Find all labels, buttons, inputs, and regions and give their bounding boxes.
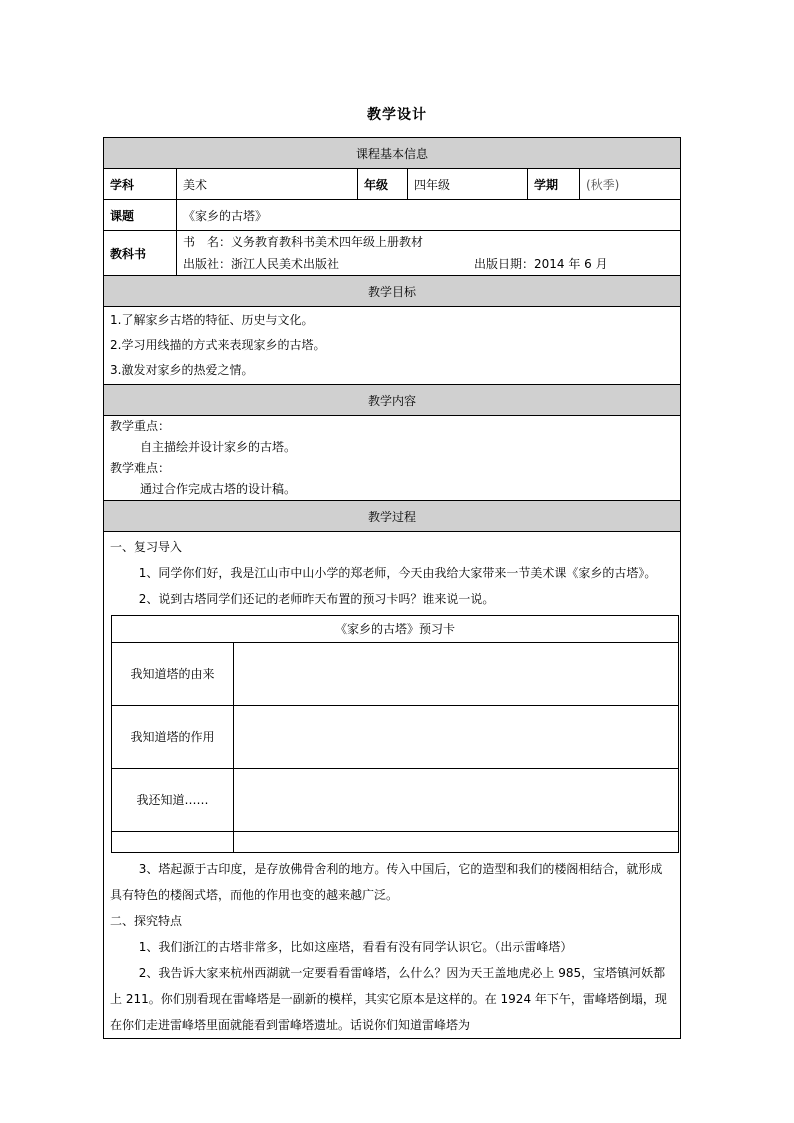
- card-row-origin-label: 我知道塔的由来: [112, 643, 234, 706]
- difficulty-label: 教学难点：: [110, 461, 171, 475]
- card-row-function-label: 我知道塔的作用: [112, 706, 234, 769]
- difficulty-text: 通过合作完成古塔的设计稿。: [140, 482, 297, 496]
- part1-heading: 一、复习导入: [110, 540, 183, 554]
- process-paragraph-5: 2、我告诉大家来杭州西湖就一定要看看雷峰塔，么什么？因为天王盖地虎必上 985，宝塔镇河妖都上 211。你们别看现在雷峰塔是一副新的模样，其实它原本是这样的。在 1924 年下午，雷峰塔倒塌，现在你们走进雷峰塔里面就能看到雷峰塔遗址。话说你们知道雷峰塔为: [110, 966, 667, 1032]
- card-row-function-answer: [234, 706, 679, 769]
- card-empty-cell: [112, 832, 234, 853]
- book-publish-line: [183, 253, 674, 275]
- process-paragraph-4: 1、我们浙江的古塔非常多，比如这座塔，看看有没有同学认识它。（出示雷峰塔）: [138, 940, 573, 954]
- textbook-label: 教科书: [104, 231, 177, 276]
- goal-item: 1.了解家乡古塔的特征、历史与文化。: [110, 313, 314, 327]
- topic-label: 课题: [104, 200, 177, 231]
- card-row-more-label: 我还知道……: [112, 769, 234, 832]
- part2-heading: 二、探究特点: [110, 914, 183, 928]
- subject-value: 美术: [177, 169, 358, 200]
- subject-label: 学科: [104, 169, 177, 200]
- book-publisher: 出版社：浙江人民美术出版社: [183, 257, 340, 271]
- process-paragraph-2: 2、说到古塔同学们还记的老师昨天布置的预习卡吗？谁来说一说。: [138, 592, 495, 606]
- process-paragraph-3: 3、塔起源于古印度，是存放佛骨舍利的地方。传入中国后，它的造型和我们的楼阁相结合，就形成具有特色的楼阁式塔，而他的作用也变的越来越广泛。: [110, 862, 663, 902]
- section-header-process: 教学过程: [104, 501, 681, 532]
- preview-card-title: 《家乡的古塔》预习卡: [112, 616, 679, 643]
- preview-card-table: [111, 615, 679, 853]
- term-label: 学期: [528, 169, 580, 200]
- lesson-plan-table: [103, 137, 681, 1039]
- book-name: 书 名：义务教育教科书美术四年级上册教材: [183, 235, 424, 249]
- section-header-content: 教学内容: [104, 385, 681, 416]
- goals-list: [104, 307, 681, 385]
- process-paragraph-1: 1、同学你们好，我是江山市中山小学的郑老师，今天由我给大家带来一节美术课《家乡的古塔》。: [138, 566, 657, 580]
- content-block: [104, 416, 681, 501]
- section-header-goals: 教学目标: [104, 276, 681, 307]
- process-block: [104, 532, 681, 1039]
- page-title: 教学设计: [367, 107, 427, 123]
- grade-value: 四年级: [408, 169, 528, 200]
- card-row-origin-answer: [234, 643, 679, 706]
- goal-item: 2.学习用线描的方式来表现家乡的古塔。: [110, 338, 326, 352]
- book-publish-date: 出版日期：2014 年 6 月: [474, 257, 608, 271]
- card-row-more-answer: [234, 769, 679, 832]
- topic-value: 《家乡的古塔》: [177, 200, 681, 231]
- grade-label: 年级: [358, 169, 408, 200]
- key-point-text: 自主描绘并设计家乡的古塔。: [140, 440, 297, 454]
- goal-item: 3.激发对家乡的热爱之情。: [110, 363, 254, 377]
- textbook-details: [177, 231, 681, 276]
- term-value: (秋季): [580, 169, 681, 200]
- section-header-basic-info: 课程基本信息: [104, 138, 681, 169]
- card-empty-cell: [234, 832, 679, 853]
- key-point-label: 教学重点：: [110, 419, 171, 433]
